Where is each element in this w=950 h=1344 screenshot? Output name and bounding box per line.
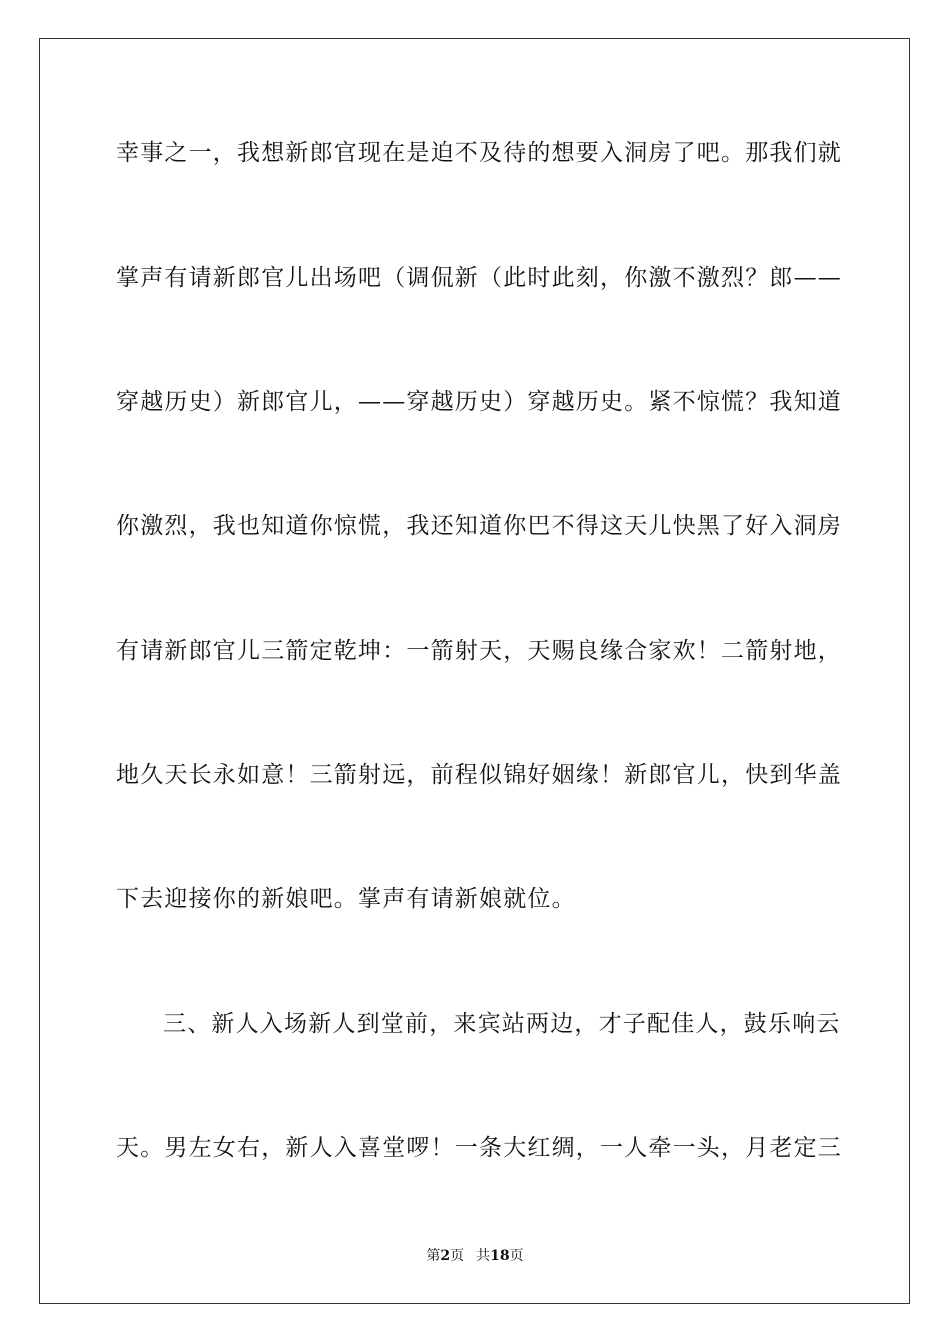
total-suffix: 页: [509, 1248, 524, 1264]
page-suffix: 页: [450, 1248, 465, 1264]
body-text-line: 天。男左女右，新人入喜堂啰！一条大红绸，一人牵一头，月老定三: [116, 1135, 842, 1161]
page-number-footer: [0, 1247, 950, 1265]
body-text-line: 掌声有请新郎官儿出场吧（调侃新（此时此刻，你激不激烈？郎——: [116, 265, 842, 291]
page-prefix: 第: [426, 1248, 441, 1264]
current-page-number: 2: [440, 1248, 451, 1264]
body-text-line: 你激烈，我也知道你惊慌，我还知道你巴不得这天儿快黑了好入洞房: [116, 513, 842, 539]
body-text-line: 下去迎接你的新娘吧。掌声有请新娘就位。: [116, 886, 576, 912]
body-text-line: 穿越历史）新郎官儿，——穿越历史）穿越历史。紧不惊慌？我知道: [116, 389, 842, 415]
paragraph-start-line: 三、新人入场新人到堂前，来宾站两边，才子配佳人，鼓乐响云: [163, 1011, 841, 1037]
body-text-line: 地久天长永如意！三箭射远，前程似锦好姻缘！新郎官儿，快到华盖: [116, 762, 842, 788]
body-text-line: 有请新郎官儿三箭定乾坤：一箭射天，天赐良缘合家欢！二箭射地，: [116, 638, 842, 664]
total-prefix: 共: [476, 1248, 491, 1264]
page-border: [39, 38, 910, 1304]
body-text-line: 幸事之一，我想新郎官现在是迫不及待的想要入洞房了吧。那我们就: [116, 140, 842, 166]
total-page-count: 18: [490, 1248, 510, 1264]
